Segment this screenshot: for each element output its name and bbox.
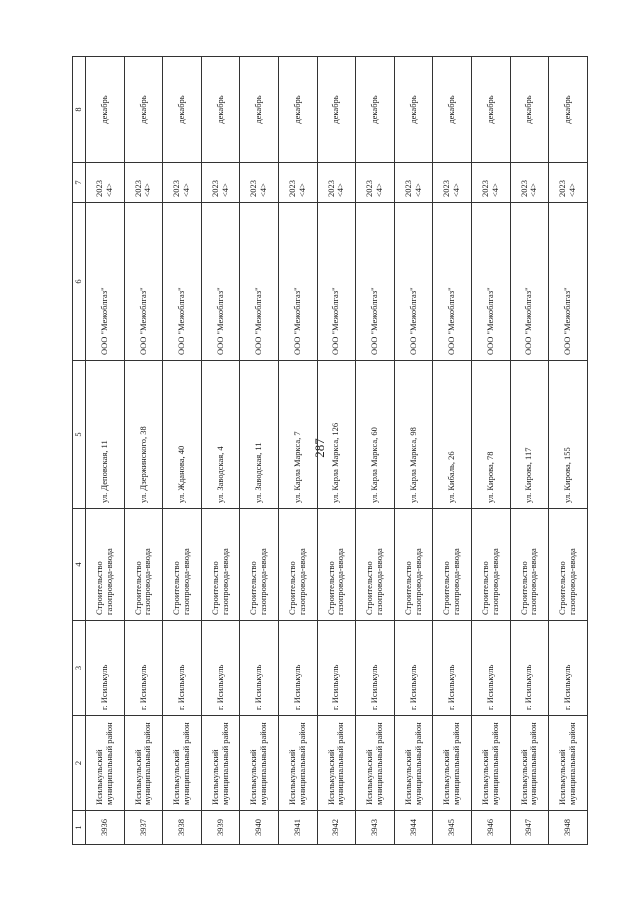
address-cell: ул. Кирова, 155	[549, 361, 588, 509]
header-cell: 4	[73, 509, 86, 621]
organization-cell: ООО "Межоблгаз"	[86, 203, 125, 361]
work-cell: Строительство газопровода-ввода	[86, 509, 125, 621]
header-cell: 2	[73, 716, 86, 811]
address-cell: ул. Кирова, 78	[471, 361, 510, 509]
month-cell: декабрь	[510, 57, 549, 163]
header-cell: 3	[73, 621, 86, 716]
city-cell: г. Исилькуль	[317, 621, 356, 716]
organization-cell: ООО "Межоблгаз"	[394, 203, 433, 361]
work-cell: Строительство газопровода-ввода	[510, 509, 549, 621]
city-cell: г. Исилькуль	[278, 621, 317, 716]
district-cell: Исилькульский муниципальный район	[201, 716, 240, 811]
month-cell: декабрь	[124, 57, 163, 163]
district-cell: Исилькульский муниципальный район	[549, 716, 588, 811]
month-cell: декабрь	[394, 57, 433, 163]
month-cell: декабрь	[163, 57, 202, 163]
address-cell: ул. Кибаль, 26	[433, 361, 472, 509]
district-cell: Исилькульский муниципальный район	[240, 716, 279, 811]
year-cell: 2023 <4>	[240, 163, 279, 203]
row-number: 3946	[471, 811, 510, 845]
work-cell: Строительство газопровода-ввода	[471, 509, 510, 621]
header-cell: 1	[73, 811, 86, 845]
table-row	[549, 57, 588, 845]
city-cell: г. Исилькуль	[163, 621, 202, 716]
month-cell: декабрь	[201, 57, 240, 163]
address-cell: ул. Заводская, 4	[201, 361, 240, 509]
year-cell: 2023 <4>	[510, 163, 549, 203]
row-number: 3945	[433, 811, 472, 845]
district-cell: Исилькульский муниципальный район	[471, 716, 510, 811]
header-cell: 8	[73, 57, 86, 163]
month-cell: декабрь	[86, 57, 125, 163]
year-cell: 2023 <4>	[433, 163, 472, 203]
district-cell: Исилькульский муниципальный район	[163, 716, 202, 811]
district-cell: Исилькульский муниципальный район	[317, 716, 356, 811]
city-cell: г. Исилькуль	[510, 621, 549, 716]
city-cell: г. Исилькуль	[549, 621, 588, 716]
address-cell: ул. Заводская, 11	[240, 361, 279, 509]
table-body	[86, 57, 588, 845]
row-number: 3940	[240, 811, 279, 845]
row-number: 3937	[124, 811, 163, 845]
work-cell: Строительство газопровода-ввода	[163, 509, 202, 621]
district-cell: Исилькульский муниципальный район	[356, 716, 395, 811]
district-cell: Исилькульский муниципальный район	[433, 716, 472, 811]
address-cell: ул. Жданова, 40	[163, 361, 202, 509]
city-cell: г. Исилькуль	[356, 621, 395, 716]
address-cell: ул. Карла Маркса, 60	[356, 361, 395, 509]
work-cell: Строительство газопровода-ввода	[201, 509, 240, 621]
year-cell: 2023 <4>	[278, 163, 317, 203]
work-cell: Строительство газопровода-ввода	[124, 509, 163, 621]
year-cell: 2023 <4>	[163, 163, 202, 203]
table-row	[356, 57, 395, 845]
address-cell: ул. Дзержинского, 38	[124, 361, 163, 509]
year-cell: 2023 <4>	[86, 163, 125, 203]
organization-cell: ООО "Межоблгаз"	[124, 203, 163, 361]
month-cell: декабрь	[317, 57, 356, 163]
table-row	[240, 57, 279, 845]
organization-cell: ООО "Межоблгаз"	[317, 203, 356, 361]
month-cell: декабрь	[433, 57, 472, 163]
city-cell: г. Исилькуль	[394, 621, 433, 716]
row-number: 3942	[317, 811, 356, 845]
row-number: 3943	[356, 811, 395, 845]
header-cell: 6	[73, 203, 86, 361]
table-row	[394, 57, 433, 845]
organization-cell: ООО "Межоблгаз"	[163, 203, 202, 361]
work-cell: Строительство газопровода-ввода	[240, 509, 279, 621]
table-row	[471, 57, 510, 845]
address-cell: ул. Деповская, 11	[86, 361, 125, 509]
header-cell: 5	[73, 361, 86, 509]
city-cell: г. Исилькуль	[433, 621, 472, 716]
month-cell: декабрь	[278, 57, 317, 163]
city-cell: г. Исилькуль	[86, 621, 125, 716]
row-number: 3948	[549, 811, 588, 845]
city-cell: г. Исилькуль	[124, 621, 163, 716]
table-row	[433, 57, 472, 845]
city-cell: г. Исилькуль	[201, 621, 240, 716]
header-row	[73, 57, 86, 845]
work-cell: Строительство газопровода-ввода	[394, 509, 433, 621]
month-cell: декабрь	[240, 57, 279, 163]
year-cell: 2023 <4>	[201, 163, 240, 203]
month-cell: декабрь	[471, 57, 510, 163]
month-cell: декабрь	[549, 57, 588, 163]
gas-pipeline-table	[72, 56, 588, 845]
table-row	[201, 57, 240, 845]
organization-cell: ООО "Межоблгаз"	[549, 203, 588, 361]
city-cell: г. Исилькуль	[240, 621, 279, 716]
row-number: 3944	[394, 811, 433, 845]
year-cell: 2023 <4>	[549, 163, 588, 203]
row-number: 3941	[278, 811, 317, 845]
organization-cell: ООО "Межоблгаз"	[433, 203, 472, 361]
row-number: 3938	[163, 811, 202, 845]
work-cell: Строительство газопровода-ввода	[317, 509, 356, 621]
work-cell: Строительство газопровода-ввода	[549, 509, 588, 621]
year-cell: 2023 <4>	[356, 163, 395, 203]
organization-cell: ООО "Межоблгаз"	[510, 203, 549, 361]
table-row	[317, 57, 356, 845]
year-cell: 2023 <4>	[124, 163, 163, 203]
rotated-table-container	[72, 57, 586, 845]
organization-cell: ООО "Межоблгаз"	[356, 203, 395, 361]
table-row	[510, 57, 549, 845]
work-cell: Строительство газопровода-ввода	[278, 509, 317, 621]
table-row	[124, 57, 163, 845]
district-cell: Исилькульский муниципальный район	[394, 716, 433, 811]
table-row	[278, 57, 317, 845]
address-cell: ул. Карла Маркса, 7	[278, 361, 317, 509]
work-cell: Строительство газопровода-ввода	[356, 509, 395, 621]
organization-cell: ООО "Межоблгаз"	[278, 203, 317, 361]
year-cell: 2023 <4>	[471, 163, 510, 203]
table-row	[163, 57, 202, 845]
row-number: 3947	[510, 811, 549, 845]
district-cell: Исилькульский муниципальный район	[278, 716, 317, 811]
organization-cell: ООО "Межоблгаз"	[201, 203, 240, 361]
district-cell: Исилькульский муниципальный район	[86, 716, 125, 811]
table-row	[86, 57, 125, 845]
header-cell: 7	[73, 163, 86, 203]
row-number: 3936	[86, 811, 125, 845]
month-cell: декабрь	[356, 57, 395, 163]
city-cell: г. Исилькуль	[471, 621, 510, 716]
address-cell: ул. Карла Маркса, 126	[317, 361, 356, 509]
address-cell: ул. Карла Маркса, 98	[394, 361, 433, 509]
year-cell: 2023 <4>	[317, 163, 356, 203]
page-number: 287	[312, 438, 327, 458]
work-cell: Строительство газопровода-ввода	[433, 509, 472, 621]
organization-cell: ООО "Межоблгаз"	[471, 203, 510, 361]
district-cell: Исилькульский муниципальный район	[124, 716, 163, 811]
year-cell: 2023 <4>	[394, 163, 433, 203]
address-cell: ул. Кирова, 117	[510, 361, 549, 509]
district-cell: Исилькульский муниципальный район	[510, 716, 549, 811]
row-number: 3939	[201, 811, 240, 845]
organization-cell: ООО "Межоблгаз"	[240, 203, 279, 361]
